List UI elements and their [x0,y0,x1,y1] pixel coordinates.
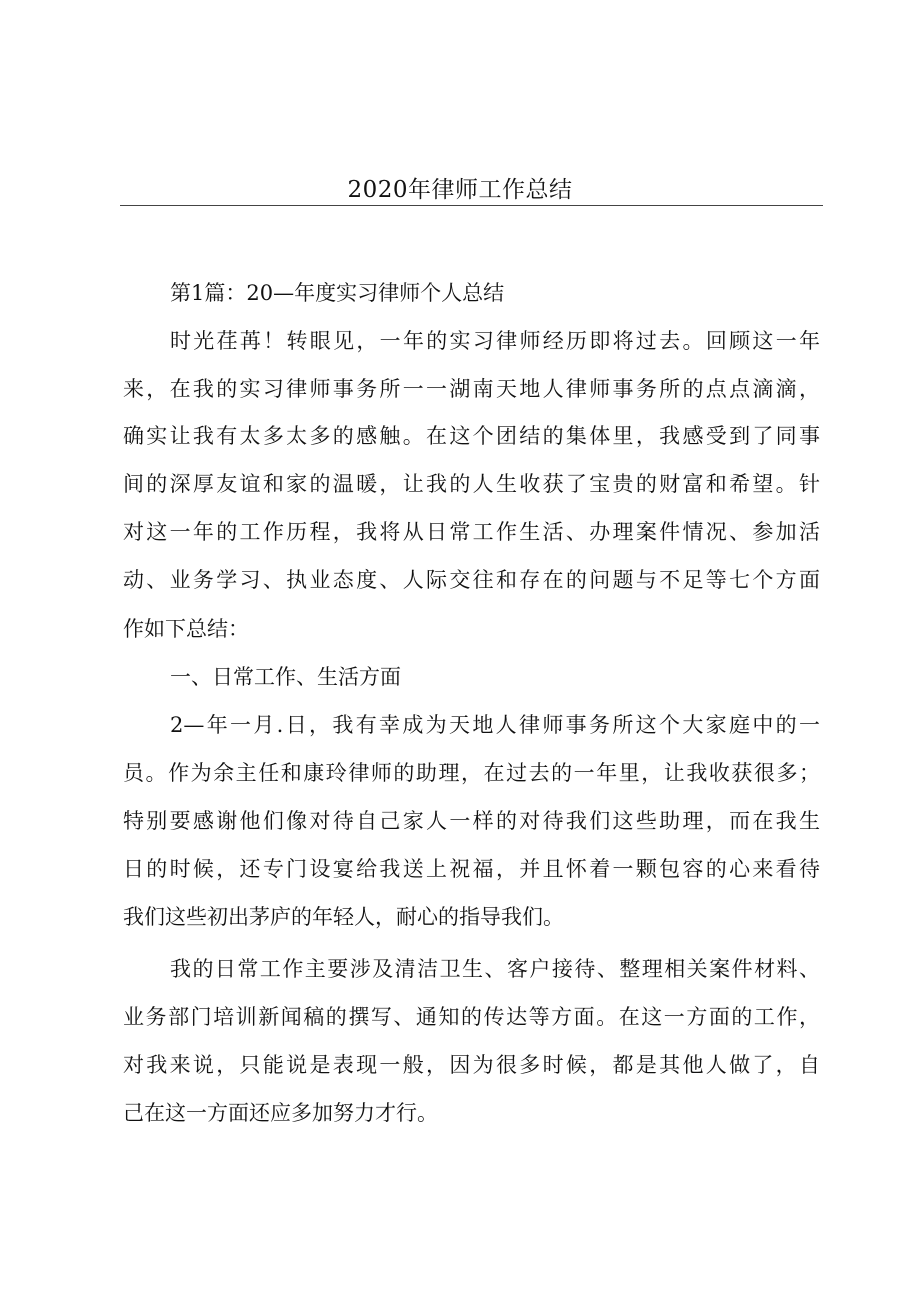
paragraph-3-line-1: 我的日常工作主要涉及清洁卫生、客户接待、整理相关案件材料、 [170,957,820,981]
document-title: 2020年律师工作总结 [347,177,573,203]
paragraph-2-line-2: 员。作为余主任和康玲律师的助理，在过去的一年里，让我收获很多； [123,761,820,785]
paragraph-1-line-3: 确实让我有太多太多的感触。在这个团结的集体里，我感受到了同事 [123,424,820,448]
subheading-daily-work: 一、日常工作、生活方面 [170,665,401,689]
paragraph-1-line-5: 对这一年的工作历程，我将从日常工作生活、办理案件情况、参加活 [123,520,820,544]
paragraph-1-line-4: 间的深厚友谊和家的温暖，让我的人生收获了宝贵的财富和希望。针 [123,472,820,496]
section-heading: 第1篇：20—年度实习律师个人总结 [170,281,505,305]
paragraph-3-line-4: 己在这一方面还应多加努力才行。 [123,1101,438,1125]
paragraph-2-line-3: 特别要感谢他们像对待自己家人一样的对待我们这些助理，而在我生 [123,809,820,833]
paragraph-1-line-7: 作如下总结： [123,617,249,641]
paragraph-2-line-5: 我们这些初出茅庐的年轻人，耐心的指导我们。 [123,905,564,929]
paragraph-1-line-1: 时光荏苒！转眼见，一年的实习律师经历即将过去。回顾这一年 [170,329,820,353]
paragraph-1-line-2: 来，在我的实习律师事务所一一湖南天地人律师事务所的点点滴滴， [123,377,820,401]
paragraph-2-line-1: 2—年一月.日，我有幸成为天地人律师事务所这个大家庭中的一 [170,713,820,737]
title-divider [120,205,823,206]
paragraph-3-line-2: 业务部门培训新闻稿的撰写、通知的传达等方面。在这一方面的工作， [123,1005,820,1029]
paragraph-2-line-4: 日的时候，还专门设宴给我送上祝福，并且怀着一颗包容的心来看待 [123,857,820,881]
paragraph-3-line-3: 对我来说，只能说是表现一般，因为很多时候，都是其他人做了，自 [123,1053,820,1077]
paragraph-1-line-6: 动、业务学习、执业态度、人际交往和存在的问题与不足等七个方面 [123,568,820,592]
